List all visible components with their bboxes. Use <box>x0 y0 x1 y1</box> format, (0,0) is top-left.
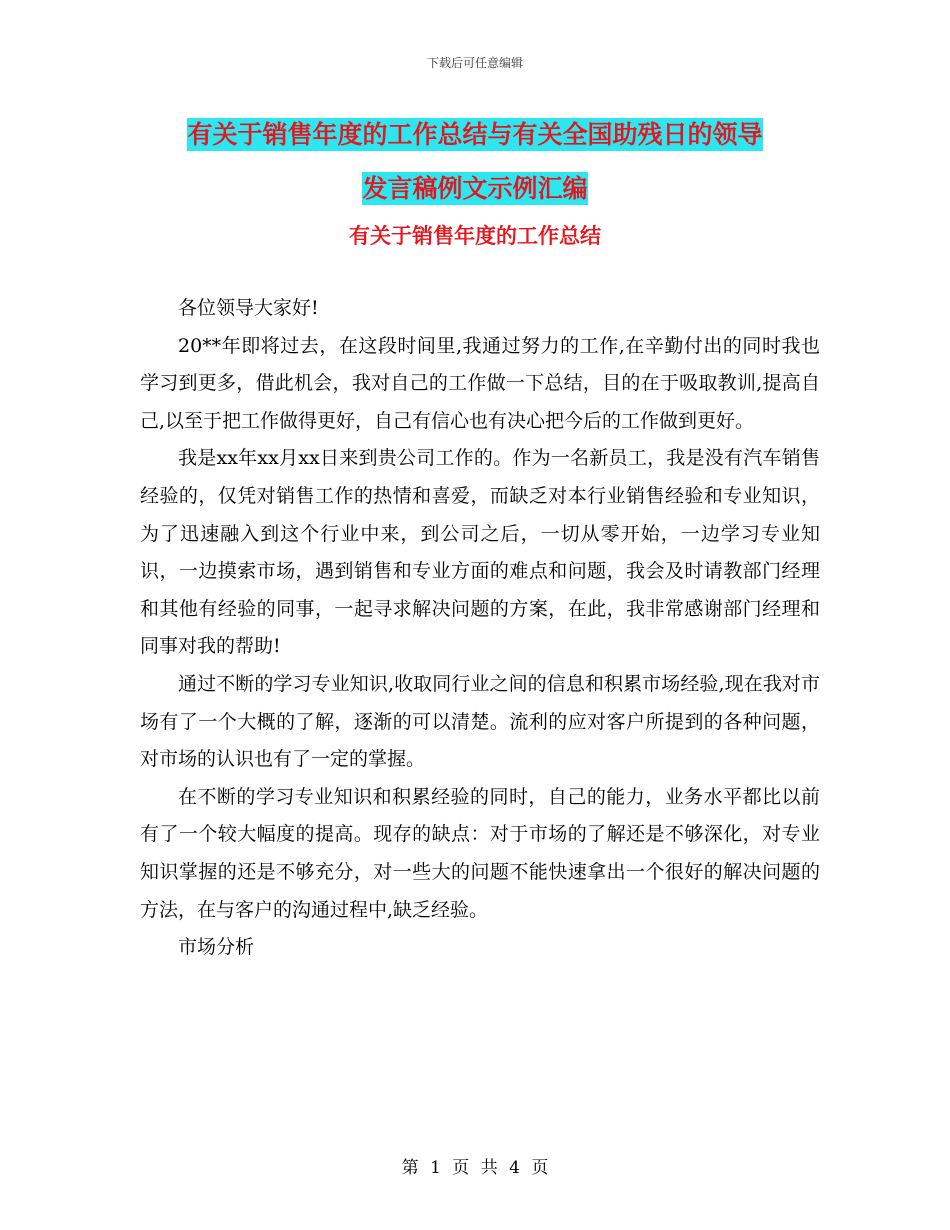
paragraph: 20**年即将过去，在这段时间里,我通过努力的工作,在辛勤付出的同时我也学习到更多，借此机会，我对自己的工作做一下总结，目的在于吸取教训,提高自己,以至于把工作做得更好，自己有信心也有决心把今后的工作做到更好。 <box>140 334 820 432</box>
document-title <box>140 108 810 216</box>
page-header-note: 下载后可任意编辑 <box>426 56 523 70</box>
document-title-line-2: 发言稿例文示例汇编 <box>362 174 588 203</box>
subheading-market-analysis: 市场分析 <box>178 936 255 959</box>
page-number-footer: 第 1 页 共 4 页 <box>401 1158 549 1178</box>
paragraph: 我是xx年xx月xx日来到贵公司工作的。作为一名新员工，我是没有汽车销售经验的，仅凭对销售工作的热情和喜爱，而缺乏对本行业销售经验和专业知识，为了迅速融入到这个行业中来，到公司之后，一切从零开始，一边学习专业知识，一边摸索市场，遇到销售和专业方面的难点和问题，我会及时请教部门经理和其他有经验的同事，一起寻求解决问题的方案，在此，我非常感谢部门经理和同事对我的帮助! <box>140 447 820 658</box>
paragraph: 在不断的学习专业知识和积累经验的同时，自己的能力，业务水平都比以前有了一个较大幅度的提高。现存的缺点：对于市场的了解还是不够深化，对专业知识掌握的还是不够充分，对一些大的问题不能快速拿出一个很好的解决问题的方法，在与客户的沟通过程中,缺乏经验。 <box>140 785 820 921</box>
document-body <box>140 290 820 967</box>
paragraph: 通过不断的学习专业知识,收取同行业之间的信息和积累市场经验,现在我对市场有了一个大概的了解，逐渐的可以清楚。流利的应对客户所提到的各种问题，对市场的认识也有了一定的掌握。 <box>140 672 820 771</box>
paragraph-greeting: 各位领导大家好! <box>178 297 319 319</box>
document-title-line-1: 有关于销售年度的工作总结与有关全国助残日的领导 <box>187 120 763 149</box>
section-title: 有关于销售年度的工作总结 <box>349 224 601 248</box>
